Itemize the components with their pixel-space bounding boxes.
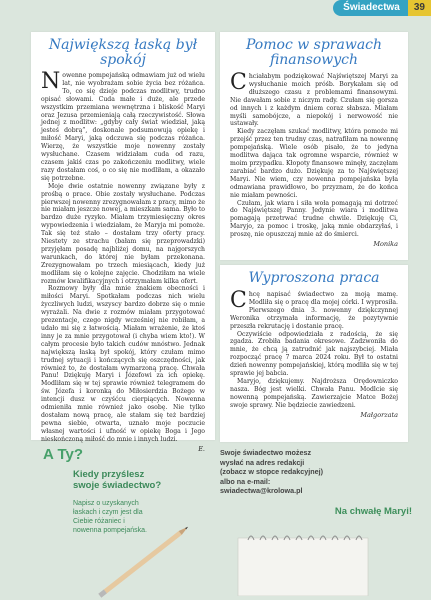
promo-question: [73, 469, 211, 491]
paragraph: Moje dwie ostatnie nowenny związane były z prośbą o prace. Obie zostały wysłuchane. Podczas pierwszej nowenny zrezygnowałam z pracy, mimo że nie miałam jeszcze nowej, a mieszkam sama. Było to bardzo duże ryzyko. Miałam trzymiesięczny okres wypowiedzenia i wiedziałam, że Maryja mi pomoże. Tak się też stało – dostałam trzy oferty pracy. Niestety ze strachu (bałam się przeprowadzki) przyjęłam posadę najbliżej domu, na najgorszych warunkach, do której nie byłam przekonana. Zrezygnowałam po trzech miesiącach, kiedy już modliłam się o kolejne zajęcie. Chodziłam na wiele rozmów kwalifikacyjnych i otrzymałam kilka ofert.: [41, 182, 205, 285]
page-number: 39: [408, 0, 431, 16]
title-line: Pomoc w sprawach: [245, 37, 383, 53]
paragraph-text: hcę napisać świadectwo za moją mamę. Modliła się o pracę dla mojej córki. I wyprosiła. Pierwszego dnia 3. nowenny dziękczynnej Weronika otrzymała informację, że pozytywnie przeszła rekrutację i dostanie pracę.: [230, 291, 398, 330]
section-header: [333, 0, 431, 16]
paragraph: Rozmowy były dla mnie znakiem obecności i miłości Maryi. Spotkałam podczas nich wielu życzliwych ludzi, wszyscy bardzo dobrze się o mnie wyrażali. Na dwie z rozmów miałam przygotować prezentacje, czego nigdy wcześniej nie robiłam, a udało mi się z łatwością. Miałam wrażenie, że ktoś inny je za mnie przygotował (i chyba wiem kto!). W całym procesie było takich cudów mnóstwo. Jednak największą łaską był spokój, który czułam mimo trudnej sytuacji i kończących się oszczędności, jak również to, że dostałam wymarzoną pracę. Chwała Panu! Dziękuję Maryi i Józefowi za ich opiekę. Modliłam się w tej sprawie również telegramem do św. Józefa i koronką do Miłosierdzia Bożego w intencji dusz w czyśćcu cierpiących. Nowenna odmieniła mnie również jako osobę. Nie tylko dostałam nową pracę, ale stałam się też bardziej pewna siebie, otwarta, uznało moje poczucie własnej wartości i ufność w opiekę Boga i Jego nieskończoną miłość do mnie i innych ludzi.: [41, 285, 205, 443]
info-line: albo na e-mail:: [220, 476, 271, 486]
paragraph: Oczywiście odpowiedziała z radością, że się zgadza. Zrobiła badania okresowe. Zadzwoniła do mnie, że chcą ją zatrudnić jak najszybciej. Miała rozpocząć pracę 7 marca 2024 roku. Był to ostatni dzień nowenny pompejańskiej, którą modliła się w tej sprawie jej babcia.: [230, 330, 398, 378]
signature: E.: [198, 444, 205, 453]
paragraph-text: owenne pompejańską odmawiam już od wielu lat, nie wyobrażam sobie życia bez różańca. To, co się dzieje podczas modlitwy, trudno opisać słowami. Cuda małe i duże, ale przede wszystkim przemiana wewnętrzna i bliskość Maryi oraz Jezusa przemieniają całą rzeczywistość. Słowa jednej z modlitw: „gdyby cały świat wiedział, jaką jesteś dobrą”, doskonale podsumowują opiekę i miłość Maryi, jaką odczuwa się podczas różańca. Wierzę, że wszystkie moje nowenny zostały wysłuchane. Czasem widziałam cuda od razu, czasem jakiś czas po zakończeniu modlitwy, wiele razy dostałam coś, o co się nie modliłam, a okazało się potrzebne.: [41, 72, 205, 182]
card-body: [220, 286, 408, 420]
promo-question-line: Kiedy przyślesz: [73, 469, 145, 480]
promo-cta: Na chwałę Maryi!: [334, 505, 412, 517]
card-title: Wyproszona praca: [248, 270, 380, 286]
notebook-icon: [228, 526, 378, 596]
drop-cap: C: [230, 70, 247, 95]
promo-text: Napisz o uzyskanych łaskach i czym jest dla Ciebie różaniec i nowenna pompejańska.: [73, 500, 147, 534]
paragraph: Kiedy zaczęłam szukać modlitwy, która pomoże mi przejść przez ten trudny czas, natrafiłam na nowennę pompejańską. Wiele osób pisało, że to jedyna modlitwa dająca tak ogromne wsparcie, również w moim przypadku. Kłopoty finansowe minęły, zaczęłam zarabiać bardzo dużo. Dziękuję za to Najświętszej Maryi. Nie wiem, czy nowenna pompejańska była odmawiana prawidłowo, bo przyznam, że do końca nie miałam pewności.: [230, 128, 398, 199]
testimony-card-right-bottom: [220, 265, 408, 442]
info-line: (zobacz w stopce redakcyjnej): [220, 467, 324, 477]
paragraph: Czułam, jak wiara i siła woła pomagają mi dotrzeć do Najświętszej Panny. Jedynie wiara i modlitwa pomagają przetrwać trudne chwile. Dziękuję Ci, Maryjo, za pomoc i troskę, jaką mnie obdarzyłaś, i proszę, nie opuszczaj mnie aż do śmierci.: [230, 199, 398, 239]
pencil-icon: [88, 520, 208, 600]
promo-question-line: swoje świadectwo?: [73, 480, 162, 491]
paragraph: Maryjo, dziękujemy. Najdroższa Orędowniczko nasza. Bóg jest wielki. Chwała Panu. Modlcie się nowenną pompejańską. Zawierzajcie Matce Bożej swoje sprawy. Nie będziecie zawiedzeni.: [230, 377, 398, 409]
card-title: [220, 32, 408, 68]
promo-headline: A Ty?: [43, 446, 83, 463]
email-link[interactable]: swiadectwa@krolowa.pl: [220, 486, 303, 496]
card-body: [220, 68, 408, 249]
paragraph-text: hciałabym podziękować Najświętszej Maryi za wysłuchanie moich próśb. Borykałam się od dłuższego czasu z problemami finansowymi. Nie dawałam sobie z niczym rady. Czułam się gorsza od innych i z każdym dniem coraz słabsza. Miałam myśli samobójcze, a niepokój i nerwowość nie ustawały.: [230, 73, 398, 128]
info-line: wysłać na adres redakcji: [220, 457, 305, 467]
drop-cap: C: [230, 288, 247, 313]
paragraph: [41, 69, 205, 183]
info-line: Swoje świadectwo możesz: [220, 448, 312, 457]
section-label: Świadectwa: [333, 0, 408, 16]
promo-info: [220, 448, 412, 496]
card-body: [31, 68, 215, 454]
signature: Monika: [373, 240, 398, 249]
card-title: Największą łaską był spokój: [48, 37, 198, 68]
paragraph: [230, 70, 398, 128]
drop-cap: N: [41, 69, 61, 94]
paragraph: [230, 288, 398, 331]
testimony-card-right-top: [220, 32, 408, 260]
signature: Małgorzata: [360, 410, 398, 419]
promo-contact: [220, 448, 412, 517]
title-line: finansowych: [269, 52, 359, 68]
testimony-card-left: [31, 32, 215, 453]
